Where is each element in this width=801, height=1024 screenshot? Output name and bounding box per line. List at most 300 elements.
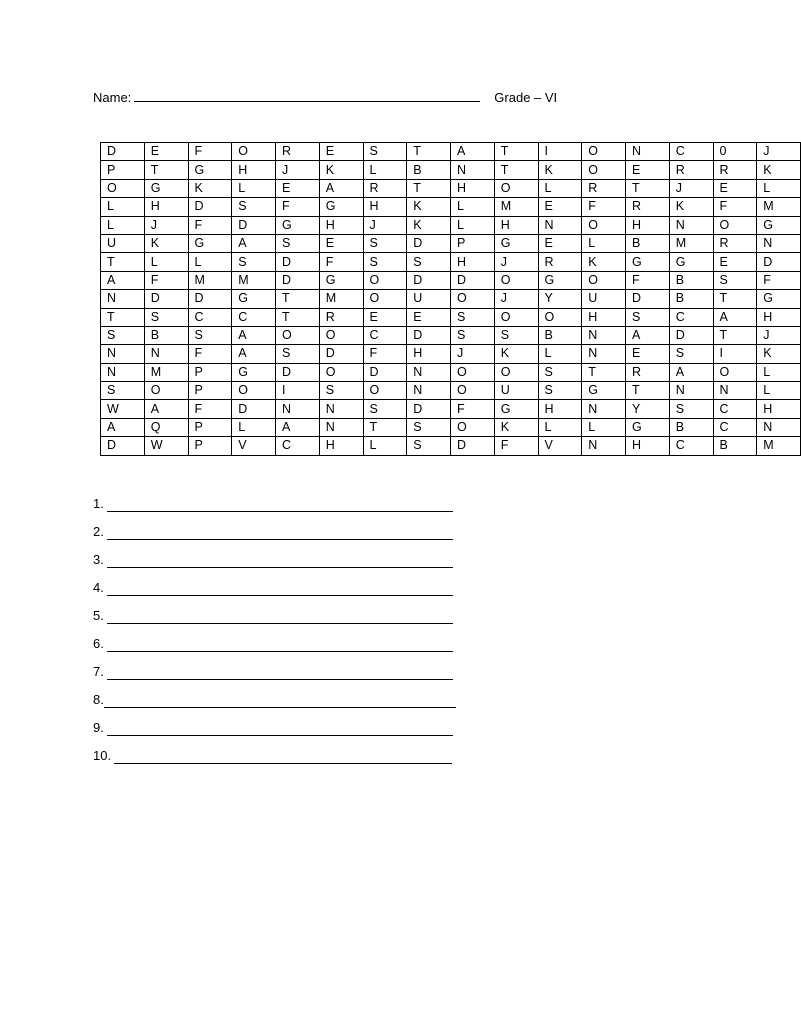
grid-letter-cell[interactable]: A [669,363,713,381]
grid-letter-cell[interactable]: T [626,179,670,197]
answer-item [93,624,473,652]
grid-letter-cell[interactable]: C [188,308,232,326]
grid-letter-cell[interactable]: K [494,345,538,363]
grid-letter-cell[interactable]: W [101,400,145,418]
grid-letter-cell[interactable]: S [626,308,670,326]
grid-letter-cell[interactable]: G [232,363,276,381]
grid-letter-cell[interactable]: D [232,216,276,234]
grid-letter-cell[interactable]: G [188,234,232,252]
grid-letter-cell[interactable]: F [363,345,407,363]
answer-item [93,736,473,764]
grid-letter-cell[interactable]: L [232,418,276,436]
answer-blank-line[interactable] [107,638,453,652]
grid-letter-cell[interactable]: L [582,418,626,436]
grid-letter-cell[interactable]: B [713,437,757,455]
grid-letter-cell[interactable]: O [232,382,276,400]
grid-letter-cell[interactable]: M [757,437,801,455]
grid-letter-cell[interactable]: K [188,179,232,197]
grid-letter-cell[interactable]: O [144,382,188,400]
grid-letter-cell[interactable]: S [363,253,407,271]
grid-letter-cell[interactable]: O [582,143,626,161]
grid-letter-cell[interactable]: N [319,400,363,418]
grid-letter-cell[interactable]: F [188,216,232,234]
grid-letter-cell[interactable]: T [713,290,757,308]
grid-letter-cell[interactable]: N [582,400,626,418]
grid-letter-cell[interactable]: S [363,143,407,161]
grid-letter-cell[interactable]: O [494,308,538,326]
grid-letter-cell[interactable]: G [232,290,276,308]
grid-letter-cell[interactable]: O [582,161,626,179]
grid-letter-cell[interactable]: N [626,143,670,161]
grid-row [101,326,801,344]
grid-letter-cell[interactable]: H [582,308,626,326]
grid-letter-cell[interactable]: N [669,382,713,400]
grid-letter-cell[interactable]: B [669,418,713,436]
answer-blank-line[interactable] [107,666,453,680]
grid-letter-cell[interactable]: Q [144,418,188,436]
grid-letter-cell[interactable]: L [188,253,232,271]
grid-letter-cell[interactable]: E [626,345,670,363]
grid-letter-cell[interactable]: F [713,198,757,216]
grid-letter-cell[interactable]: S [101,382,145,400]
grid-letter-cell[interactable]: F [757,271,801,289]
grid-letter-cell[interactable]: H [626,437,670,455]
grid-letter-cell[interactable]: N [669,216,713,234]
answer-number: 8. [93,692,104,707]
grid-letter-cell[interactable]: S [232,198,276,216]
grid-letter-cell[interactable]: H [757,400,801,418]
grid-letter-cell[interactable]: S [363,400,407,418]
answer-number: 3. [93,552,104,567]
grid-letter-cell[interactable]: O [451,382,495,400]
grid-letter-cell[interactable]: K [494,418,538,436]
grid-letter-cell[interactable]: P [451,234,495,252]
grid-letter-cell[interactable]: S [451,308,495,326]
grid-letter-cell[interactable]: G [626,253,670,271]
grid-letter-cell[interactable]: C [713,400,757,418]
grid-letter-cell[interactable]: G [144,179,188,197]
grid-letter-cell[interactable]: P [101,161,145,179]
grid-letter-cell[interactable]: D [144,290,188,308]
grid-letter-cell[interactable]: F [188,345,232,363]
grid-letter-cell[interactable]: F [319,253,363,271]
grid-letter-cell[interactable]: R [713,234,757,252]
grid-letter-cell[interactable]: B [669,290,713,308]
grid-letter-cell[interactable]: K [144,234,188,252]
grid-letter-cell[interactable]: N [101,290,145,308]
grid-letter-cell[interactable]: D [101,143,145,161]
grid-letter-cell[interactable]: D [669,326,713,344]
answer-blank-line[interactable] [107,722,453,736]
grid-letter-cell[interactable]: H [363,198,407,216]
grid-letter-cell[interactable]: C [713,418,757,436]
grid-letter-cell[interactable]: B [144,326,188,344]
grid-letter-cell[interactable]: O [494,179,538,197]
grid-letter-cell[interactable]: U [101,234,145,252]
grid-letter-cell[interactable]: G [188,161,232,179]
grid-letter-cell[interactable]: P [188,382,232,400]
grid-row [101,290,801,308]
grid-letter-cell[interactable]: L [144,253,188,271]
grid-letter-cell[interactable]: L [538,345,582,363]
grid-letter-cell[interactable]: H [232,161,276,179]
grid-letter-cell[interactable]: T [144,161,188,179]
grid-letter-cell[interactable]: E [319,143,363,161]
grid-letter-cell[interactable]: D [451,437,495,455]
grid-letter-cell[interactable]: E [713,253,757,271]
grid-letter-cell[interactable]: J [757,143,801,161]
grid-letter-cell[interactable]: D [407,271,451,289]
grid-letter-cell[interactable]: U [407,290,451,308]
grid-letter-cell[interactable]: D [188,290,232,308]
grid-row [101,400,801,418]
grid-letter-cell[interactable]: G [626,418,670,436]
grid-letter-cell[interactable]: H [538,400,582,418]
name-blank-line[interactable] [134,88,480,102]
grid-letter-cell[interactable]: G [757,290,801,308]
grid-letter-cell[interactable]: E [407,308,451,326]
grid-letter-cell[interactable]: A [626,326,670,344]
grid-letter-cell[interactable]: M [494,198,538,216]
grid-letter-cell[interactable]: G [319,198,363,216]
grid-letter-cell[interactable]: M [188,271,232,289]
grid-letter-cell[interactable]: G [582,382,626,400]
grid-letter-cell[interactable]: K [582,253,626,271]
grid-letter-cell[interactable]: D [276,363,320,381]
grid-letter-cell[interactable]: N [319,418,363,436]
grid-letter-cell[interactable]: O [538,308,582,326]
grid-letter-cell[interactable]: S [538,363,582,381]
grid-letter-cell[interactable]: E [713,179,757,197]
grid-letter-cell[interactable]: E [363,308,407,326]
answer-number: 9. [93,720,104,735]
grid-letter-cell[interactable]: S [101,326,145,344]
grid-letter-cell[interactable]: G [538,271,582,289]
name-label: Name: [93,90,132,105]
grid-letter-cell[interactable]: R [626,198,670,216]
grid-letter-cell[interactable]: T [407,179,451,197]
grid-letter-cell[interactable]: A [451,143,495,161]
grid-letter-cell[interactable]: S [363,234,407,252]
grid-letter-cell[interactable]: C [276,437,320,455]
grid-letter-cell[interactable]: K [538,161,582,179]
grid-letter-cell[interactable]: V [538,437,582,455]
grid-letter-cell[interactable]: L [451,198,495,216]
grid-letter-cell[interactable]: C [363,326,407,344]
grid-letter-cell[interactable]: R [363,179,407,197]
grid-letter-cell[interactable]: R [669,161,713,179]
grid-letter-cell[interactable]: F [188,143,232,161]
grid-letter-cell[interactable]: O [582,216,626,234]
grid-letter-cell[interactable]: C [669,308,713,326]
grid-letter-cell[interactable]: M [757,198,801,216]
grid-letter-cell[interactable]: N [407,382,451,400]
grid-letter-cell[interactable]: A [276,418,320,436]
grid-letter-cell[interactable]: T [494,161,538,179]
grid-letter-cell[interactable]: S [276,345,320,363]
grid-letter-cell[interactable]: E [538,198,582,216]
grid-letter-cell[interactable]: N [101,345,145,363]
grid-letter-cell[interactable]: R [582,179,626,197]
grid-letter-cell[interactable]: O [232,143,276,161]
grid-letter-cell[interactable]: H [319,437,363,455]
grid-letter-cell[interactable]: D [363,363,407,381]
grid-letter-cell[interactable]: H [494,216,538,234]
grid-row [101,253,801,271]
grid-letter-cell[interactable]: I [713,345,757,363]
grid-letter-cell[interactable]: T [363,418,407,436]
grid-row [101,234,801,252]
grid-letter-cell[interactable]: B [407,161,451,179]
grid-letter-cell[interactable]: P [188,418,232,436]
grid-letter-cell[interactable]: A [144,400,188,418]
grid-letter-cell[interactable]: J [669,179,713,197]
grid-letter-cell[interactable]: L [538,418,582,436]
grid-letter-cell[interactable]: P [188,363,232,381]
grid-letter-cell[interactable]: R [538,253,582,271]
grid-letter-cell[interactable]: O [451,418,495,436]
grid-letter-cell[interactable]: A [319,179,363,197]
grid-letter-cell[interactable]: L [232,179,276,197]
grid-letter-cell[interactable]: A [101,271,145,289]
grid-letter-cell[interactable]: K [757,345,801,363]
grid-letter-cell[interactable]: T [582,363,626,381]
grid-letter-cell[interactable]: S [713,271,757,289]
grid-row [101,418,801,436]
grid-letter-cell[interactable]: F [144,271,188,289]
grid-letter-cell[interactable]: O [363,290,407,308]
grid-letter-cell[interactable]: L [363,161,407,179]
grid-letter-cell[interactable]: D [407,400,451,418]
grid-letter-cell[interactable]: N [582,345,626,363]
grid-letter-cell[interactable]: F [188,400,232,418]
answer-blank-line[interactable] [104,694,456,708]
grid-letter-cell[interactable]: O [276,326,320,344]
grid-letter-cell[interactable]: E [319,234,363,252]
grid-letter-cell[interactable]: G [757,216,801,234]
grid-letter-cell[interactable]: K [757,161,801,179]
grid-letter-cell[interactable]: G [276,216,320,234]
grid-letter-cell[interactable]: O [582,271,626,289]
grid-letter-cell[interactable]: L [538,179,582,197]
grid-letter-cell[interactable]: N [101,363,145,381]
grid-letter-cell[interactable]: O [451,363,495,381]
grid-letter-cell[interactable]: S [407,253,451,271]
grid-letter-cell[interactable]: O [101,179,145,197]
grid-letter-cell[interactable]: H [407,345,451,363]
answer-blank-line[interactable] [107,554,453,568]
grid-letter-cell[interactable]: L [363,437,407,455]
grid-letter-cell[interactable]: O [713,216,757,234]
grid-letter-cell[interactable]: A [232,326,276,344]
grid-letter-cell[interactable]: C [669,143,713,161]
answer-blank-line[interactable] [107,610,453,624]
grade-label: Grade – VI [494,90,558,105]
grid-letter-cell[interactable]: E [276,179,320,197]
answer-blank-line[interactable] [107,526,453,540]
grid-letter-cell[interactable]: G [494,234,538,252]
grid-letter-cell[interactable]: L [101,216,145,234]
grid-letter-cell[interactable]: E [144,143,188,161]
grid-letter-cell[interactable]: M [319,290,363,308]
grid-letter-cell[interactable]: J [144,216,188,234]
grid-letter-cell[interactable]: D [232,400,276,418]
grid-letter-cell[interactable]: U [494,382,538,400]
grid-letter-cell[interactable]: A [232,345,276,363]
grid-letter-cell[interactable]: J [757,326,801,344]
grid-letter-cell[interactable]: T [101,308,145,326]
grid-letter-cell[interactable]: H [626,216,670,234]
grid-letter-cell[interactable]: T [626,382,670,400]
grid-letter-cell[interactable]: G [669,253,713,271]
grid-letter-cell[interactable]: V [232,437,276,455]
grid-letter-cell[interactable]: O [319,326,363,344]
grid-letter-cell[interactable]: N [757,234,801,252]
grid-letter-cell[interactable]: S [407,437,451,455]
grid-letter-cell[interactable]: D [188,198,232,216]
worksheet-header [93,88,557,106]
grid-letter-cell[interactable]: R [626,363,670,381]
answer-blank-line[interactable] [114,750,452,764]
grid-letter-cell[interactable]: D [757,253,801,271]
grid-letter-cell[interactable]: A [713,308,757,326]
grid-letter-cell[interactable]: U [582,290,626,308]
grid-letter-cell[interactable]: E [626,161,670,179]
grid-letter-cell[interactable]: C [669,437,713,455]
grid-letter-cell[interactable]: N [713,382,757,400]
grid-letter-cell[interactable]: S [144,308,188,326]
grid-letter-cell[interactable]: Y [626,400,670,418]
grid-letter-cell[interactable]: S [669,400,713,418]
grid-letter-cell[interactable]: L [757,179,801,197]
grid-letter-cell[interactable]: D [407,234,451,252]
grid-letter-cell[interactable]: S [232,253,276,271]
grid-letter-cell[interactable]: T [101,253,145,271]
grid-letter-cell[interactable]: L [757,382,801,400]
grid-letter-cell[interactable]: J [363,216,407,234]
grid-letter-cell[interactable]: J [451,345,495,363]
grid-letter-cell[interactable]: B [538,326,582,344]
grid-letter-cell[interactable]: O [451,290,495,308]
grid-letter-cell[interactable]: N [451,161,495,179]
grid-letter-cell[interactable]: L [101,198,145,216]
grid-letter-cell[interactable]: N [276,400,320,418]
grid-letter-cell[interactable]: P [188,437,232,455]
grid-letter-cell[interactable]: J [276,161,320,179]
grid-letter-cell[interactable]: H [451,253,495,271]
grid-letter-cell[interactable]: T [494,143,538,161]
grid-letter-cell[interactable]: N [582,437,626,455]
grid-letter-cell[interactable]: D [626,290,670,308]
grid-letter-cell[interactable]: B [669,271,713,289]
grid-letter-cell[interactable]: M [669,234,713,252]
grid-letter-cell[interactable]: B [626,234,670,252]
grid-letter-cell[interactable]: T [407,143,451,161]
grid-letter-cell[interactable]: S [407,418,451,436]
grid-letter-cell[interactable]: K [319,161,363,179]
grid-letter-cell[interactable]: N [757,418,801,436]
grid-letter-cell[interactable]: T [276,290,320,308]
grid-letter-cell[interactable]: G [319,271,363,289]
grid-letter-cell[interactable]: F [582,198,626,216]
grid-letter-cell[interactable]: O [494,271,538,289]
grid-letter-cell[interactable]: S [451,326,495,344]
grid-letter-cell[interactable]: T [713,326,757,344]
grid-letter-cell[interactable]: E [538,234,582,252]
grid-letter-cell[interactable]: F [451,400,495,418]
grid-letter-cell[interactable]: N [407,363,451,381]
grid-letter-cell[interactable]: D [319,345,363,363]
grid-letter-cell[interactable]: A [232,234,276,252]
grid-letter-cell[interactable]: S [276,234,320,252]
grid-letter-cell[interactable]: O [319,363,363,381]
grid-letter-cell[interactable]: J [494,253,538,271]
grid-letter-cell[interactable]: S [319,382,363,400]
grid-letter-cell[interactable]: O [363,382,407,400]
grid-letter-cell[interactable]: S [538,382,582,400]
grid-letter-cell[interactable]: I [538,143,582,161]
grid-letter-cell[interactable]: D [101,437,145,455]
grid-letter-cell[interactable]: 0 [713,143,757,161]
grid-letter-cell[interactable]: I [276,382,320,400]
grid-letter-cell[interactable]: S [669,345,713,363]
grid-letter-cell[interactable]: F [494,437,538,455]
grid-letter-cell[interactable]: D [451,271,495,289]
grid-letter-cell[interactable]: G [494,400,538,418]
grid-letter-cell[interactable]: O [713,363,757,381]
grid-letter-cell[interactable]: J [494,290,538,308]
grid-letter-cell[interactable]: R [276,143,320,161]
answer-blank-line[interactable] [107,582,453,596]
grid-letter-cell[interactable]: H [757,308,801,326]
grid-letter-cell[interactable]: O [363,271,407,289]
answer-blank-line[interactable] [107,498,453,512]
grid-letter-cell[interactable]: C [232,308,276,326]
grid-letter-cell[interactable]: F [276,198,320,216]
grid-letter-cell[interactable]: H [451,179,495,197]
grid-letter-cell[interactable]: A [101,418,145,436]
grid-letter-cell[interactable]: S [494,326,538,344]
answer-number: 5. [93,608,104,623]
grid-letter-cell[interactable]: O [494,363,538,381]
grid-letter-cell[interactable]: D [407,326,451,344]
grid-letter-cell[interactable]: L [582,234,626,252]
grid-letter-cell[interactable]: K [669,198,713,216]
grid-letter-cell[interactable]: L [451,216,495,234]
grid-letter-cell[interactable]: Y [538,290,582,308]
grid-letter-cell[interactable]: L [757,363,801,381]
grid-letter-cell[interactable]: D [276,271,320,289]
grid-letter-cell[interactable]: S [188,326,232,344]
grid-letter-cell[interactable]: N [582,326,626,344]
grid-letter-cell[interactable]: M [232,271,276,289]
grid-letter-cell[interactable]: M [144,363,188,381]
grid-letter-cell[interactable]: N [144,345,188,363]
grid-letter-cell[interactable]: N [538,216,582,234]
grid-letter-cell[interactable]: W [144,437,188,455]
grid-letter-cell[interactable]: D [276,253,320,271]
grid-letter-cell[interactable]: F [626,271,670,289]
grid-letter-cell[interactable]: R [713,161,757,179]
grid-letter-cell[interactable]: R [319,308,363,326]
grid-letter-cell[interactable]: H [144,198,188,216]
grid-letter-cell[interactable]: K [407,216,451,234]
grid-letter-cell[interactable]: T [276,308,320,326]
grid-row [101,216,801,234]
grid-letter-cell[interactable]: H [319,216,363,234]
grid-letter-cell[interactable]: K [407,198,451,216]
grid-row [101,198,801,216]
